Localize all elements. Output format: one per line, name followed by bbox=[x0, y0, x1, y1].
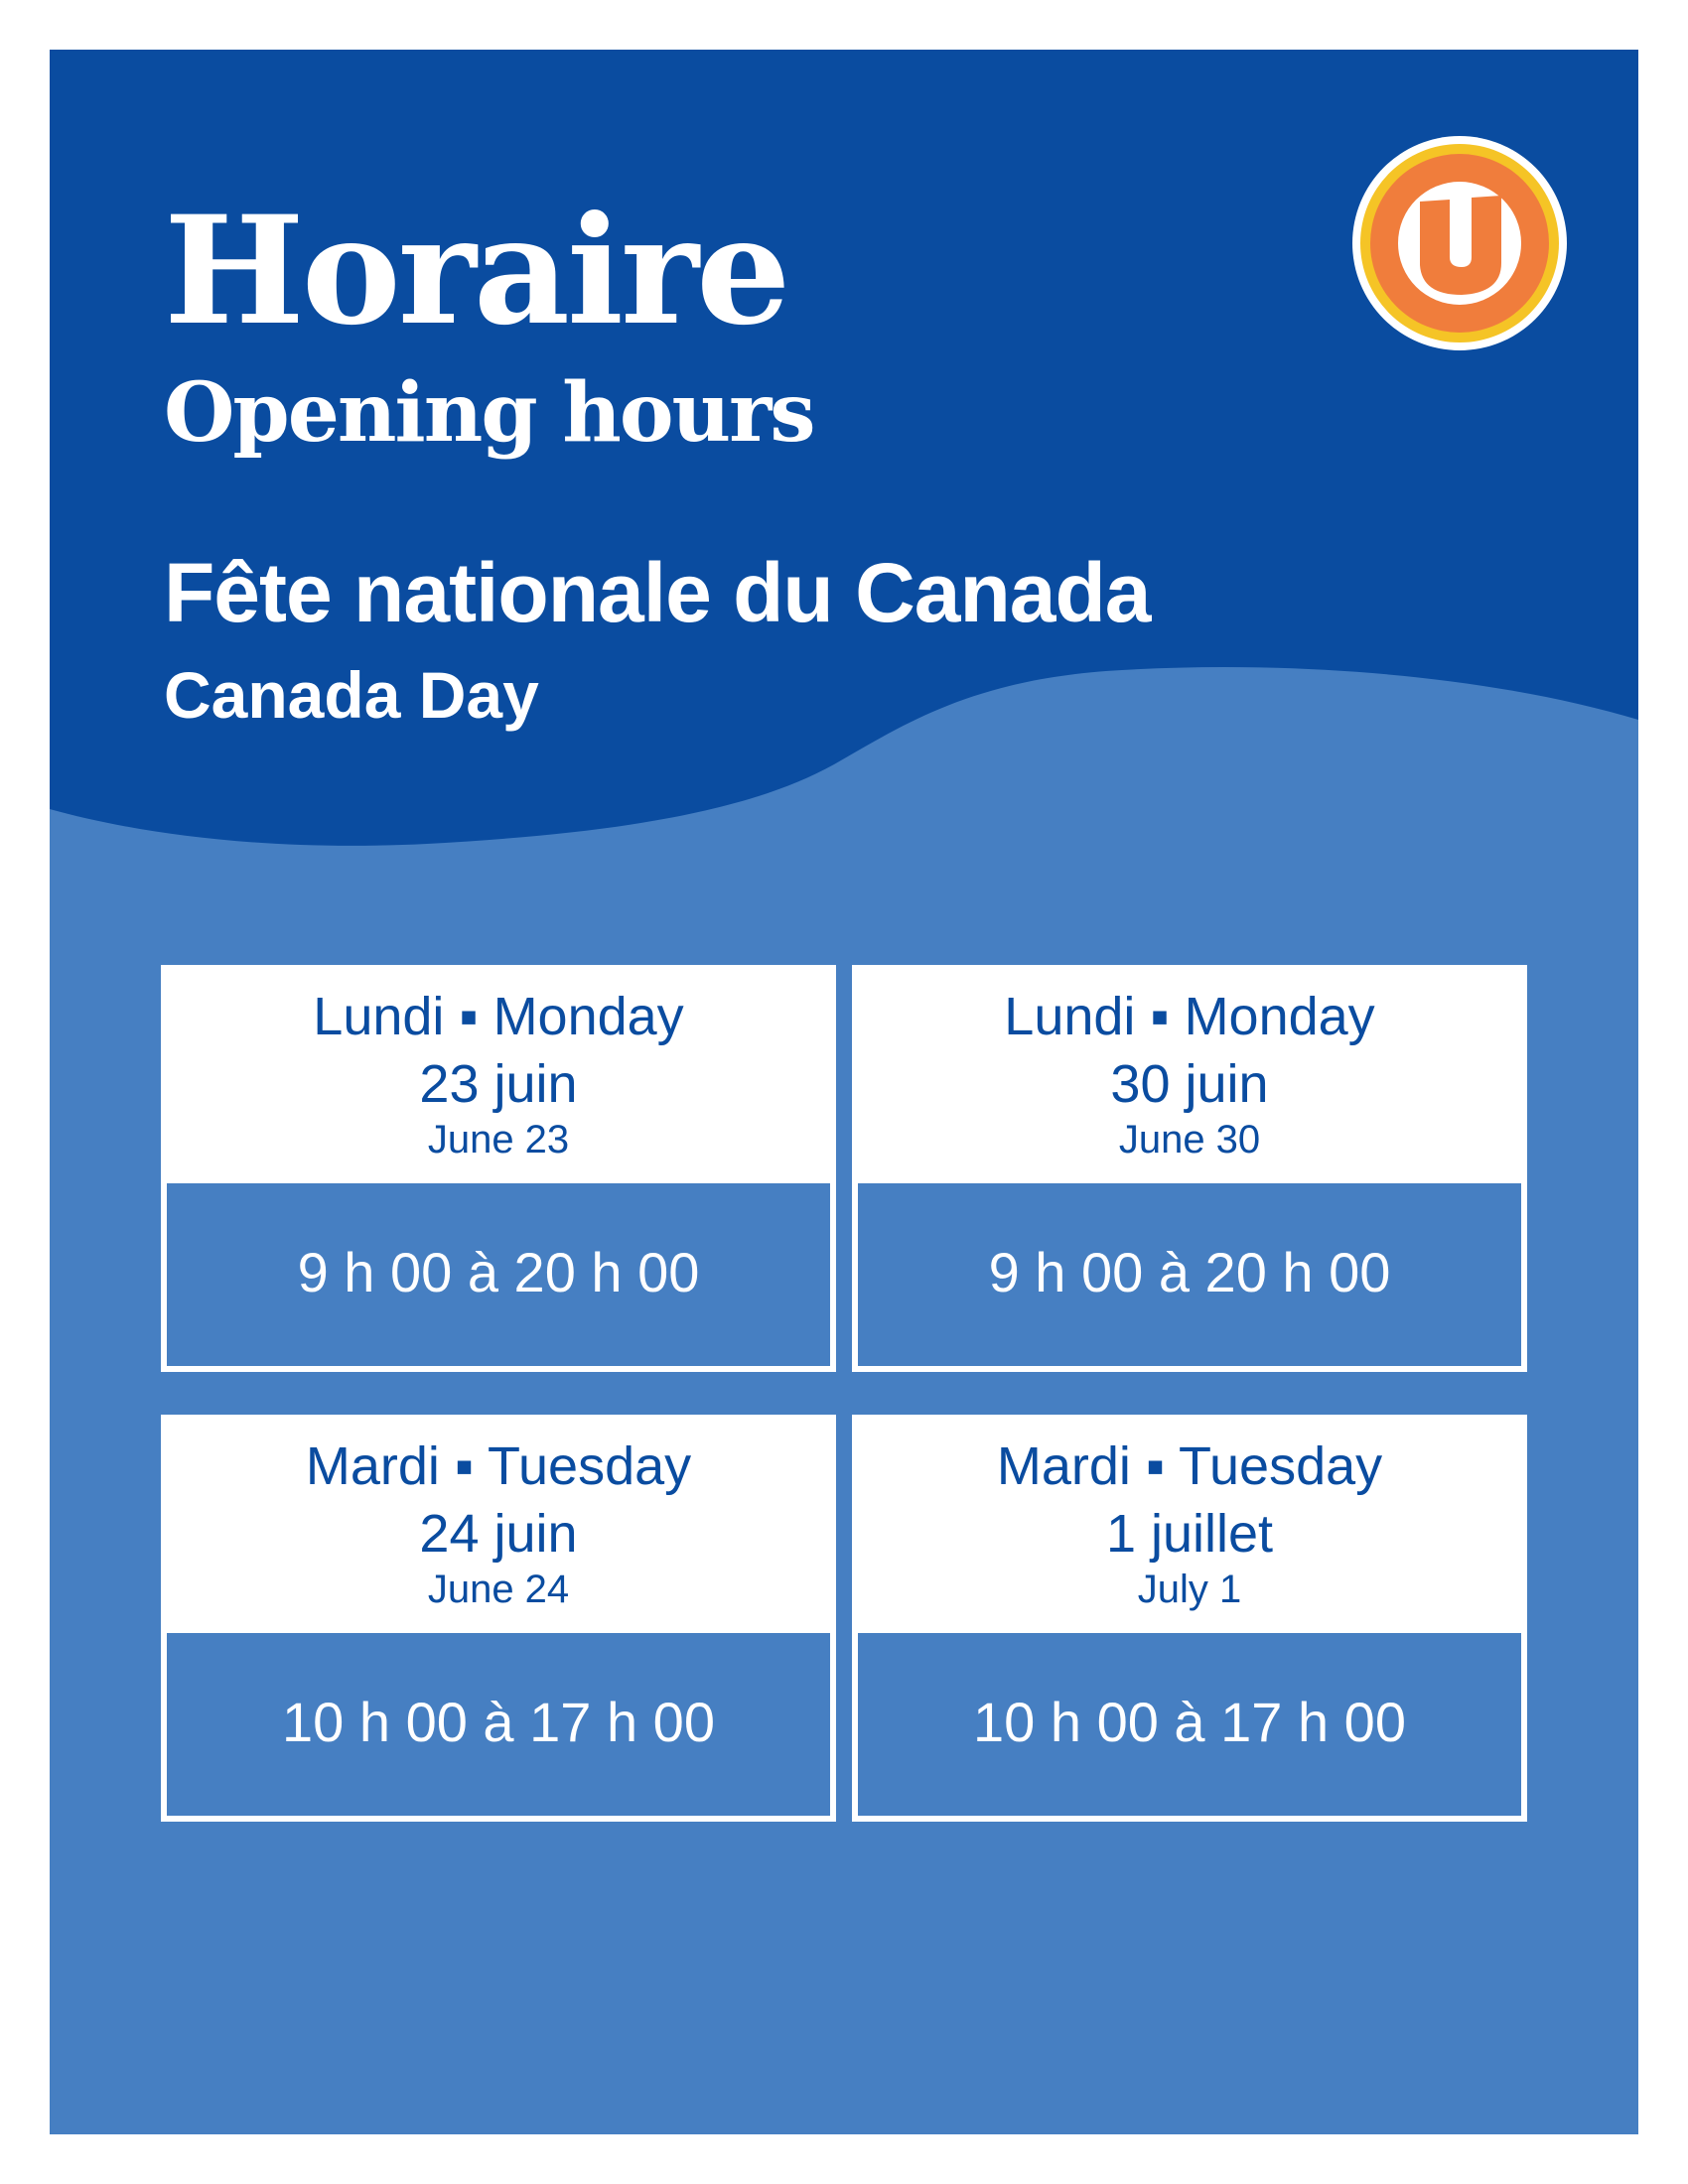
poster bbox=[50, 50, 1638, 2134]
card-header bbox=[161, 965, 836, 1183]
hours-box bbox=[858, 1183, 1521, 1366]
date-en: June 23 bbox=[427, 1118, 570, 1161]
u-logo-icon bbox=[1350, 134, 1569, 352]
date-en: July 1 bbox=[1137, 1568, 1242, 1611]
day-label: Lundi ▪ Monday bbox=[313, 987, 684, 1046]
day-label: Mardi ▪ Tuesday bbox=[305, 1436, 692, 1496]
date-fr: 23 juin bbox=[419, 1054, 578, 1114]
schedule-card bbox=[161, 965, 836, 1372]
date-fr: 30 juin bbox=[1110, 1054, 1269, 1114]
opening-hours: 9 h 00 à 20 h 00 bbox=[988, 1241, 1391, 1303]
card-header bbox=[161, 1415, 836, 1633]
hours-box bbox=[858, 1633, 1521, 1816]
schedule-card bbox=[161, 1415, 836, 1822]
date-fr: 1 juillet bbox=[1105, 1504, 1274, 1564]
opening-hours: 10 h 00 à 17 h 00 bbox=[282, 1691, 715, 1753]
schedule-card bbox=[852, 965, 1527, 1372]
day-label: Mardi ▪ Tuesday bbox=[996, 1436, 1383, 1496]
date-en: June 30 bbox=[1118, 1118, 1261, 1161]
card-header bbox=[852, 965, 1527, 1183]
hours-box bbox=[167, 1183, 830, 1366]
page-subtitle: Opening hours bbox=[164, 365, 814, 461]
opening-hours: 10 h 00 à 17 h 00 bbox=[973, 1691, 1406, 1753]
opening-hours: 9 h 00 à 20 h 00 bbox=[297, 1241, 700, 1303]
page-title: Horaire bbox=[164, 184, 788, 358]
holiday-name-fr: Fête nationale du Canada bbox=[164, 546, 1151, 639]
schedule-card bbox=[852, 1415, 1527, 1822]
card-header bbox=[852, 1415, 1527, 1633]
holiday-name-en: Canada Day bbox=[164, 658, 539, 732]
date-en: June 24 bbox=[427, 1568, 570, 1611]
date-fr: 24 juin bbox=[419, 1504, 578, 1564]
day-label: Lundi ▪ Monday bbox=[1004, 987, 1375, 1046]
hours-box bbox=[167, 1633, 830, 1816]
